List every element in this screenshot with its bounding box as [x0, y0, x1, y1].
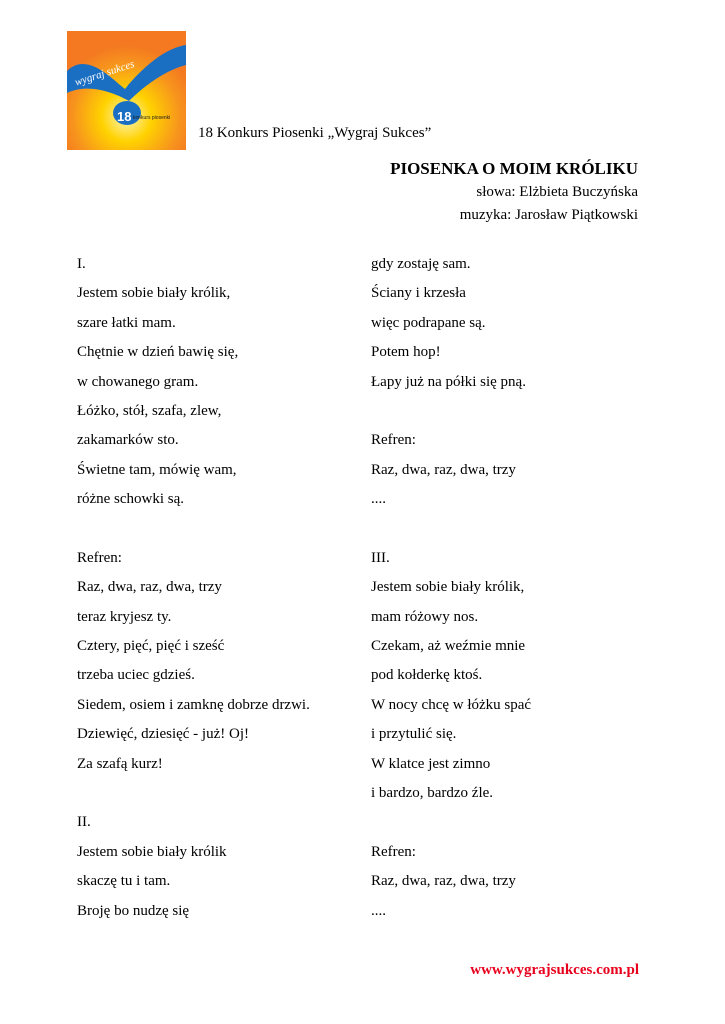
lyric-line — [77, 515, 310, 544]
lyric-line: różne schowki są. — [77, 491, 185, 508]
lyric-line: pod kołderkę ktoś. — [371, 667, 483, 684]
lyric-line: w chowanego gram. — [77, 373, 199, 390]
lyric-line: mam różowy nos. — [371, 608, 479, 625]
lyric-line: Raz, dwa, raz, dwa, trzy — [371, 461, 516, 478]
lyric-line: Raz, dwa, raz, dwa, trzy — [371, 873, 516, 890]
lyric-line: Łóżko, stół, szafa, zlew, — [77, 402, 222, 419]
lyric-line: Jestem sobie biały królik, — [77, 285, 231, 302]
lyric-line: II. — [77, 814, 91, 831]
music-credit: muzyka: Jarosław Piątkowski — [459, 207, 638, 223]
lyric-line — [77, 779, 310, 808]
lyric-line: Chętnie w dzień bawię się, — [77, 344, 239, 361]
lyric-line: W nocy chcę w łóżku spać — [371, 696, 532, 713]
lyric-line: Refren: — [371, 432, 416, 449]
lyric-line: skaczę tu i tam. — [77, 873, 171, 890]
lyric-line — [371, 397, 531, 426]
lyric-line: Świetne tam, mówię wam, — [77, 461, 237, 478]
lyric-line: Dziewięć, dziesięć - już! Oj! — [77, 726, 249, 743]
lyric-line: .... — [371, 491, 386, 508]
logo-number: 18 — [117, 109, 132, 124]
lyric-line: i przytulić się. — [371, 726, 457, 743]
website-link[interactable]: www.wygrajsukces.com.pl — [470, 962, 639, 978]
logo-wordmark: wygraj sukces — [73, 58, 136, 89]
lyric-line: .... — [371, 902, 386, 919]
lyric-line: Jestem sobie biały królik — [77, 843, 227, 860]
lyric-line: Za szafą kurz! — [77, 755, 163, 772]
contest-name: 18 Konkurs Piosenki „Wygraj Sukces” — [198, 125, 432, 141]
lyric-line: Łapy już na półki się pną. — [371, 373, 526, 390]
song-title: PIOSENKA O MOIM KRÓLIKU — [390, 159, 638, 178]
lyric-line: szare łatki mam. — [77, 314, 176, 331]
lyric-line: Ściany i krzesła — [371, 285, 466, 302]
lyric-line: Cztery, pięć, pięć i sześć — [77, 638, 225, 655]
lyric-line: Potem hop! — [371, 344, 441, 361]
lyric-line: W klatce jest zimno — [371, 755, 491, 772]
lyric-line: Broję bo nudzę się — [77, 902, 190, 919]
contest-logo — [67, 31, 186, 150]
lyric-line: Refren: — [371, 843, 416, 860]
lyric-line: Raz, dwa, raz, dwa, trzy — [77, 579, 222, 596]
lyrics-left-column — [77, 250, 310, 926]
lyric-line: teraz kryjesz ty. — [77, 608, 172, 625]
lyric-line: gdy zostaję sam. — [371, 256, 471, 272]
lyric-line: I. — [77, 256, 86, 272]
lyric-line: III. — [371, 549, 390, 566]
lyric-line — [371, 515, 531, 544]
lyric-line — [371, 808, 531, 837]
lyrics-credit: słowa: Elżbieta Buczyńska — [476, 184, 638, 200]
lyric-line: Refren: — [77, 549, 122, 566]
lyrics-right-column — [371, 250, 531, 926]
lyric-line: zakamarków sto. — [77, 432, 179, 449]
logo-subtext: konkurs piosenki — [133, 115, 171, 121]
lyric-line: Czekam, aż weźmie mnie — [371, 638, 526, 655]
lyric-line: trzeba uciec gdzieś. — [77, 667, 195, 684]
lyric-line: i bardzo, bardzo źle. — [371, 785, 494, 802]
lyric-line: Jestem sobie biały królik, — [371, 579, 525, 596]
lyric-line: Siedem, osiem i zamknę dobrze drzwi. — [77, 696, 310, 713]
lyric-line: więc podrapane są. — [371, 314, 486, 331]
